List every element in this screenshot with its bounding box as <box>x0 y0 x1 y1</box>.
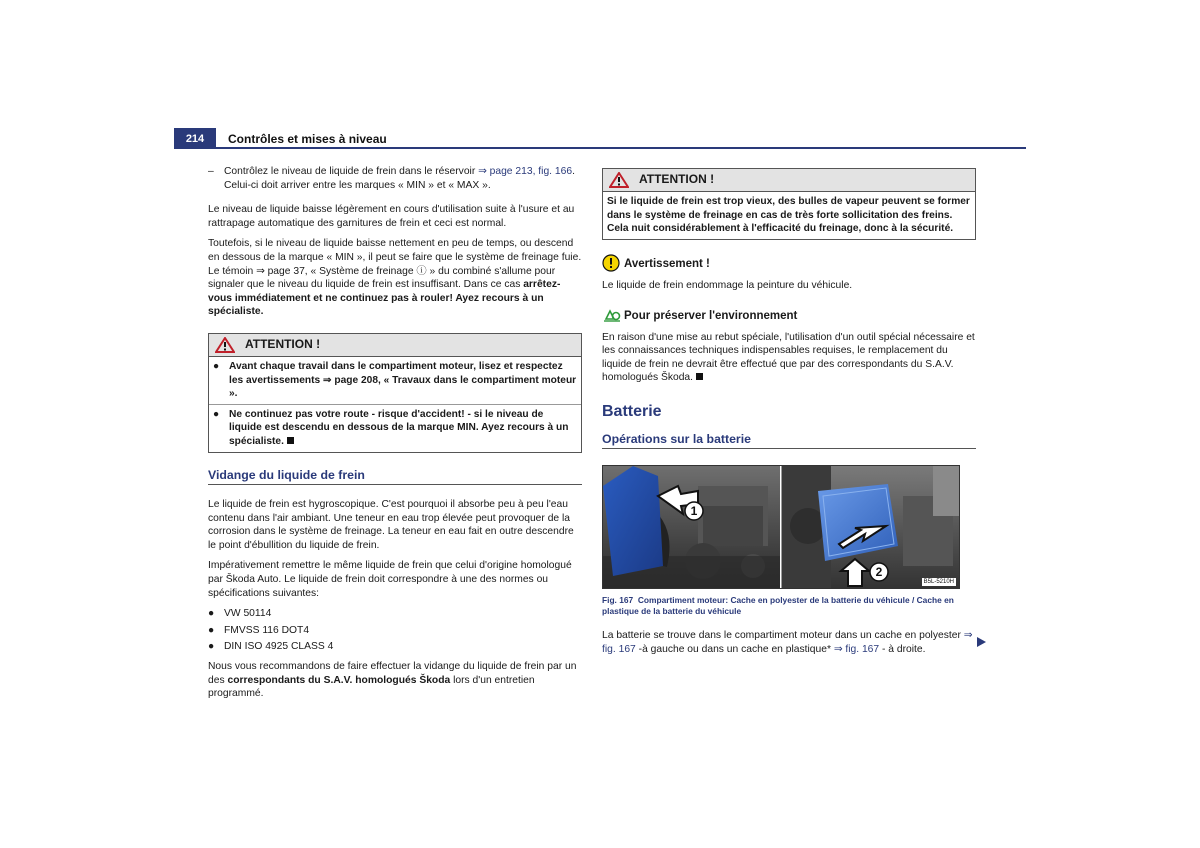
list-item <box>208 624 582 638</box>
warning-text: Le liquide de frein endommage la peinture du véhicule. <box>602 280 853 292</box>
spec-text: FMVSS 116 DOT4 <box>224 624 310 636</box>
attention-item <box>213 360 577 401</box>
paragraph-leak-text: Toutefois, si le niveau de liquide baisse nettement en peu de temps, ou descend en dessous de la marque « MIN », il peut se faire que le système de freinage fuie. Le témoin ⇒ page 37, « Système de freinage ⓘ » du combiné s'allume pour signaler que le niveau du liquide de frein est insuffisant. Dans ce cas <box>208 238 582 291</box>
attention-body: Si le liquide de frein est trop vieux, des bulles de vapeur peuvent se former dans le système de freinage en cas de très forte sollicitation des freins. Cela nuit considérablement à l'efficacité du freinage, donc à la sécurité. <box>607 196 970 235</box>
callout-1: 1 <box>690 504 698 519</box>
attention-header <box>209 334 581 357</box>
attention-body <box>209 357 581 452</box>
dash-text: Contrôlez le niveau de liquide de frein dans le réservoir <box>224 166 479 177</box>
figure-caption <box>602 595 976 617</box>
list-item <box>208 607 582 621</box>
section-title-brake-fluid: Vidange du liquide de frein <box>208 469 582 486</box>
warning-triangle-icon <box>609 172 629 188</box>
warning-note-header <box>602 254 976 277</box>
bullet-icon: ● <box>208 624 215 636</box>
paragraph-recommend-bold: correspondants du S.A.V. homologués Škoda <box>227 674 451 686</box>
right-column <box>602 168 976 663</box>
attention-item-text <box>229 408 577 449</box>
bullet-icon: ● <box>208 641 215 653</box>
environment-text-body: En raison d'une mise au rebut spéciale, l'utilisation d'un outil spécial nécessaire et les connaissances techniques indispensables requises, le remplacement du liquide de frein ne devrait être effectué que par des correspondants du S.A.V. homologués Škoda. <box>602 331 975 384</box>
attention-item-text: Avant chaque travail dans le compartiment moteur, lisez et respectez les avertissements ⇒ page 208, « Travaux dans le compartiment moteur ». <box>229 360 577 400</box>
header-rule <box>174 147 1026 149</box>
attention-box-right <box>602 168 976 240</box>
spec-list <box>208 607 582 654</box>
warning-title: Avertissement ! <box>624 258 710 271</box>
attention-divider <box>209 404 581 405</box>
battery-text: La batterie se trouve dans le compartiment moteur dans un cache en polyester <box>602 630 964 642</box>
environment-note <box>602 307 976 385</box>
engine-bay-illustration <box>603 466 959 588</box>
paragraph-hygroscopic: Le liquide de frein est hygroscopique. C'est pourquoi il absorbe peu à peu l'eau contenu dans l'air ambiant. Une teneur en eau trop élevée peut provoquer de la corrosion dans le système de freinage. La teneur en eau fait en outre descendre le point d'ébullition du liquide de frein. <box>208 499 574 551</box>
figure-167 <box>602 465 960 589</box>
callout-2: 2 <box>875 565 883 580</box>
continue-arrow-icon <box>977 637 986 647</box>
end-square-icon <box>696 373 703 380</box>
paragraph-recommend-end: lors d'un entretien programmé. <box>208 674 535 700</box>
warning-circle-icon <box>602 254 624 277</box>
paragraph-level: Le niveau de liquide baisse légèrement en cours d'utilisation suite à l'usure et au rattrapage automatique des garnitures de frein et ceci est normal. <box>208 204 575 229</box>
caption-text: Compartiment moteur: Cache en polyester de la batterie du véhicule / Cache en plastique de la batterie du véhicule <box>602 595 954 617</box>
environment-text <box>602 331 976 385</box>
page-number: 214 <box>174 128 216 148</box>
figure-code: B5L-5210H <box>923 579 954 586</box>
bullet-icon: ● <box>208 608 215 620</box>
section-title-battery-ops: Opérations sur la batterie <box>602 433 976 450</box>
attention-item <box>213 408 577 449</box>
dash-item <box>208 165 582 192</box>
attention-title: ATTENTION ! <box>245 337 321 352</box>
environment-title: Pour préserver l'environnement <box>624 310 798 323</box>
warning-note <box>602 254 976 293</box>
bullet-icon: ● <box>213 408 220 420</box>
paragraph-leak <box>208 237 582 319</box>
page-link[interactable]: ⇒ page 213, fig. 166 <box>478 166 573 177</box>
attention-header <box>603 169 975 192</box>
dash-marker: – <box>208 166 214 177</box>
figure-link-right[interactable]: ⇒ fig. 167 <box>833 643 880 655</box>
figure-link-left[interactable]: ⇒ fig. 167 <box>602 630 973 655</box>
environment-note-header <box>602 307 976 328</box>
caption-label: Fig. 167 <box>602 595 634 606</box>
paragraph-replace: Impérativement remettre le même liquide de frein que celui d'origine homologué par Škoda Auto. Le liquide de frein doit correspondre à une des normes ou spécifications suivantes: <box>208 560 572 599</box>
dash-text-end: . Celui-ci doit arriver entre les marques « MIN » et « MAX ». <box>224 166 575 191</box>
paragraph-recommend-text: Nous vous recommandons de faire effectuer la vidange du liquide de frein par un des <box>208 661 577 686</box>
warning-triangle-icon <box>215 337 235 353</box>
spec-text: DIN ISO 4925 CLASS 4 <box>224 641 334 653</box>
paragraph-leak-bold: arrêtez-vous immédiatement et ne continuez pas à rouler! Ayez recours à un spécialiste. <box>208 279 561 318</box>
list-item <box>208 640 582 654</box>
paragraph-recommend <box>208 660 582 701</box>
bullet-icon: ● <box>213 360 220 372</box>
attention-item-text-2: Ne continuez pas votre route - risque d'accident! - si le niveau de liquide est descendu en dessous de la marque MIN. Ayez recours à un spécialiste. <box>229 408 569 447</box>
spec-text: VW 50114 <box>224 608 272 620</box>
attention-title: ATTENTION ! <box>639 172 715 187</box>
main-title-battery: Batterie <box>602 402 662 420</box>
paragraph-battery-location <box>602 629 976 656</box>
attention-box-left <box>208 333 582 453</box>
battery-text-mid: -à gauche ou dans un cache en plastique* <box>635 643 834 655</box>
left-column <box>208 165 582 708</box>
end-square-icon <box>287 437 294 444</box>
battery-text-end: - à droite. <box>879 643 926 655</box>
chapter-title: Contrôles et mises à niveau <box>228 132 387 146</box>
recycle-icon <box>602 307 624 328</box>
